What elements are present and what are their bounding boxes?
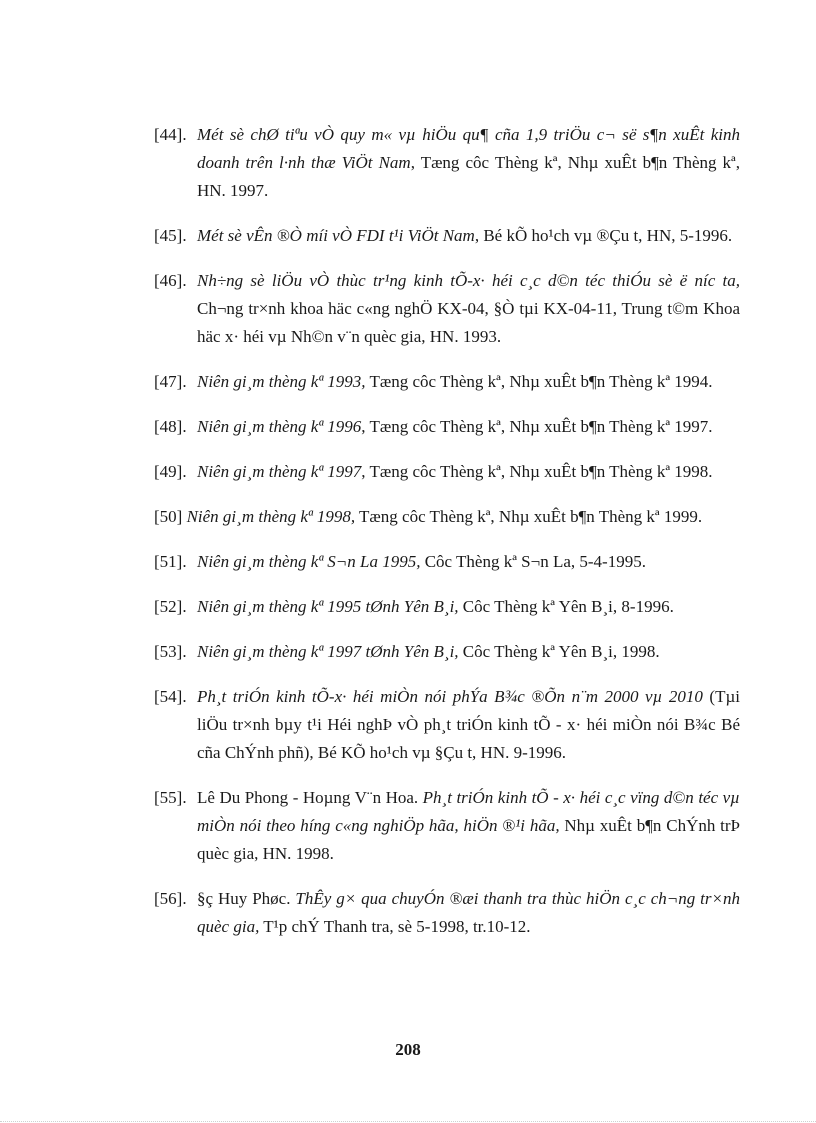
reference-item (154, 121, 740, 205)
reference-number: [45]. (154, 226, 187, 245)
reference-title: Ph¸t triÓn kinh tÕ - x· héi c¸c vïng d©n téc vµ miÒn nói theo híng c«ng nghiÖp hãa, hiÖn ®¹i hãa, (197, 788, 740, 835)
reference-title: Niên gi¸m thèng kª 1997 (197, 462, 362, 481)
reference-item (154, 222, 740, 250)
reference-number: [55]. (154, 788, 187, 807)
reference-details: , Tæng côc Thèng kª, Nhµ xuÊt b¶n Thèng kª 1997. (361, 417, 713, 436)
reference-number: [47]. (154, 372, 187, 391)
reference-details: , Tæng côc Thèng kª, Nhµ xuÊt b¶n Thèng kª 1998. (361, 462, 713, 481)
reference-details: Ch¬ng tr×nh khoa häc c«ng nghÖ KX-04, §Ò tµi KX-04-11, Trung t©m Khoa häc x· héi vµ Nh©n v¨n quèc gia, HN. 1993. (197, 299, 740, 346)
reference-list (154, 104, 740, 949)
page-number: 208 (395, 1040, 421, 1059)
reference-number: [56]. (154, 889, 187, 908)
reference-item (154, 784, 740, 868)
reference-authors: Lê Du Phong - Hoµng V¨n Hoa. (197, 788, 423, 807)
reference-title: Nh÷ng sè liÖu vÒ thùc tr¹ng kinh tÕ-x· héi c¸c d©n téc thiÓu sè ë níc ta, (197, 271, 740, 290)
reference-details: Nhµ xuÊt b¶n ChÝnh trÞ quèc gia, HN. 1998. (197, 816, 740, 863)
reference-item (154, 503, 740, 531)
reference-number: [53]. (154, 642, 187, 661)
reference-item (154, 683, 740, 767)
reference-authors: §ç Huy Phøc. (197, 889, 296, 908)
reference-item (154, 413, 740, 441)
reference-number: [51]. (154, 552, 187, 571)
reference-item (154, 638, 740, 666)
reference-number: [44]. (154, 125, 187, 144)
reference-item (154, 458, 740, 486)
reference-details: , Tæng côc Thèng kª, Nhµ xuÊt b¶n Thèng kª, HN. 1997. (197, 153, 740, 200)
reference-details: T¹p chÝ Thanh tra, sè 5-1998, tr.10-12. (259, 917, 531, 936)
reference-number: [48]. (154, 417, 187, 436)
reference-title: Ph¸t triÓn kinh tÕ-x· héi miÒn nói phÝa B¾c ®Õn n¨m 2000 vµ 2010 (197, 687, 703, 706)
reference-title: Niên gi¸m thèng kª 1996 (197, 417, 362, 436)
reference-details: Côc Thèng kª Yên B¸i, 1998. (458, 642, 660, 661)
reference-details: (Tµi liÖu tr×nh bµy t¹i Héi nghÞ vÒ ph¸t triÓn kinh tÕ - x· héi miÒn nói B¾c Bé cña ChÝnh phñ), Bé KÕ ho¹ch vµ §Çu t, HN. 9-1996. (197, 687, 740, 762)
reference-number: [46]. (154, 271, 187, 290)
page-edge-rule (0, 1121, 816, 1122)
reference-number: [52]. (154, 597, 187, 616)
reference-number: [49]. (154, 462, 187, 481)
reference-title: Niên gi¸m thèng kª 1998, (186, 507, 356, 526)
reference-title: ThÊy g× qua chuyÓn ®æi thanh tra thùc hiÖn c¸c ch¬ng tr×nh quèc gia, (197, 889, 740, 936)
reference-details: , Bé kÕ ho¹ch vµ ®Çu t, HN, 5-1996. (474, 226, 733, 245)
reference-number: [54]. (154, 687, 187, 706)
reference-details: Tæng côc Thèng kª, Nhµ xuÊt b¶n Thèng kª 1999. (355, 507, 703, 526)
reference-title: Niên gi¸m thèng kª S¬n La 1995, (197, 552, 421, 571)
reference-title: Mét sè vÊn ®Ò míi vÒ FDI t¹i ViÖt Nam (197, 226, 475, 245)
reference-title: Niên gi¸m thèng kª 1993, (197, 372, 366, 391)
reference-details: Côc Thèng kª S¬n La, 5-4-1995. (420, 552, 646, 571)
reference-details: Tæng côc Thèng kª, Nhµ xuÊt b¶n Thèng kª 1994. (365, 372, 713, 391)
reference-item (154, 885, 740, 941)
reference-details: Côc Thèng kª Yên B¸i, 8-1996. (458, 597, 674, 616)
reference-item (154, 593, 740, 621)
reference-title: Mét sè chØ tiªu vÒ quy m« vµ hiÖu qu¶ cña 1,9 triÖu c¬ së s¶n xuÊt kinh doanh trên l·nh thæ ViÖt Nam (197, 125, 740, 172)
reference-number: [50] (154, 507, 183, 526)
reference-title: Niên gi¸m thèng kª 1997 tØnh Yên B¸i, (197, 642, 459, 661)
reference-item (154, 368, 740, 396)
reference-item (154, 548, 740, 576)
reference-title: Niên gi¸m thèng kª 1995 tØnh Yên B¸i, (197, 597, 459, 616)
reference-item (154, 267, 740, 351)
